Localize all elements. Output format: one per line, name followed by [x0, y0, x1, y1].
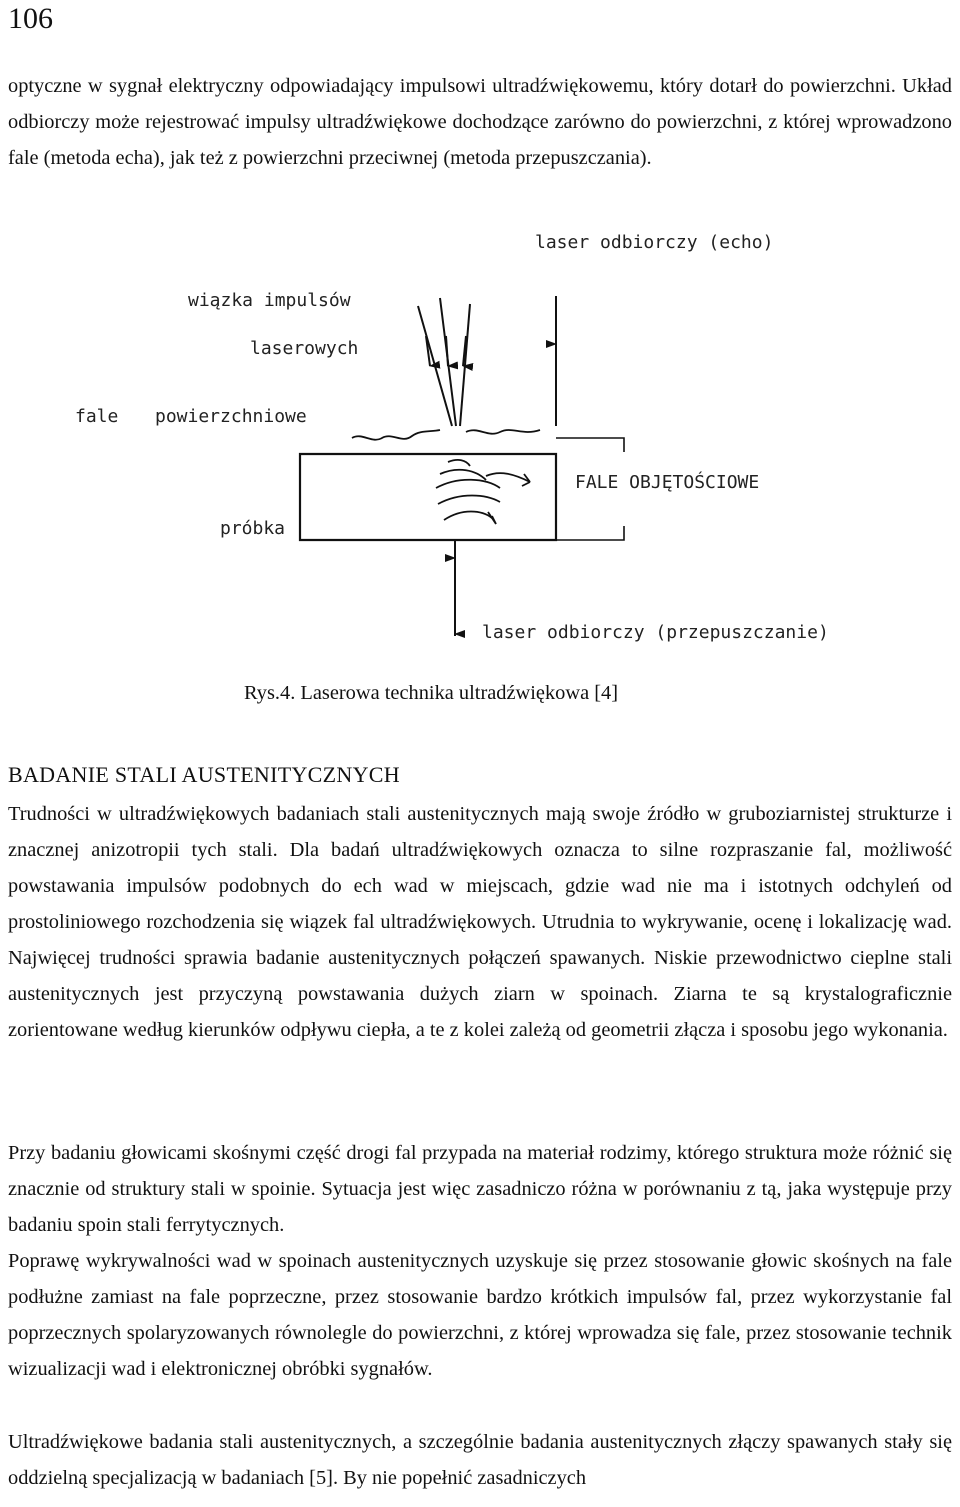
bracket-top [556, 438, 624, 452]
page-number: 106 [8, 2, 53, 35]
section-title: BADANIE STALI AUSTENITYCZNYCH [8, 762, 400, 787]
label-beam-line1: wiązka impulsów [188, 290, 351, 311]
label-transmission-receiver: laser odbiorczy (przepuszczanie) [482, 622, 829, 643]
bracket-bottom [556, 526, 624, 540]
body-paragraph-1: Trudności w ultradźwiękowych badaniach stali austenitycznych mają swoje źródło w gruboziarnistej strukturze i znacznej anizotropii tych stali. Dla badań ultradźwiękowych oznacza to silne rozpraszanie fal, możliwość powstawania impulsów podobnych do ech wad w miejscach, gdzie wad nie ma i istotnych odchyleń od prostoliniowego rozchodzenia się wiązek fal ultradźwiękowych. Utrudnia to wykrywanie, ocenę i lokalizację wad. Najwięcej trudności sprawia badanie austenitycznych połączeń spawanych. Niskie przewodnictwo cieplne stali austenitycznych jest przyczyną powstawania dużych ziarn w spoinach. Ziarna te są krystalograficznie zorientowane według kierunków odpływu ciepła, a te z kolei zależą od geometrii złącza i sposobu jego wykonania. [8, 803, 952, 1041]
laser-beam-3 [460, 304, 470, 426]
body-paragraph-4: Ultradźwiękowe badania stali austenitycznych, a szczególnie badania austenitycznych złączy spawanych stały się oddzielną specjalizacją w badaniach [5]. By nie popełnić zasadniczych [8, 1431, 952, 1489]
label-echo-receiver: laser odbiorczy (echo) [535, 232, 774, 253]
figure-laser-ultrasonic [0, 226, 960, 696]
label-surface-waves-1: fale [75, 406, 119, 427]
label-surface-waves-2: powierzchniowe [155, 406, 307, 427]
intro-paragraph: optyczne w sygnał elektryczny odpowiadający impulsowi ultradźwiękowemu, który dotarł do powierzchni. Układ odbiorczy może rejestrować impulsy ultradźwiękowe dochodzące zarówno do powierzchni, z której wprowadzono fale (metoda echa), jak też z powierzchni przeciwnej (metoda przepuszczania). [8, 75, 952, 169]
body-paragraph-3: Poprawę wykrywalności wad w spoinach austenitycznych uzyskuje się przez stosowanie głowic skośnych na fale podłużne zamiast na fale poprzeczne, przez stosowanie bardzo krótkich impulsów fal, przez wykorzystanie fal poprzecznych spolaryzowanych równolegle do powierzchni, z której wprowadza się fale, przez stosowanie technik wizualizacji wad i elektronicznej obróbki sygnałów. [8, 1250, 952, 1380]
surface-waves [352, 430, 540, 440]
figure-caption: Rys.4. Laserowa technika ultradźwiękowa [4] [244, 682, 619, 704]
bulk-wavefronts [436, 460, 530, 524]
sample-block [300, 454, 556, 540]
label-sample: próbka [220, 518, 286, 539]
label-beam-line2: laserowych [250, 338, 359, 359]
body-paragraph-2: Przy badaniu głowicami skośnymi część drogi fal przypada na materiał rodzimy, którego struktura może różnić się znacznie od struktury stali w spoinie. Sytuacja jest więc zasadniczo różna w porównaniu z tą, jaka występuje przy badaniu spoin stali ferrytycznych. [8, 1142, 952, 1236]
label-volume-waves: FALE OBJĘTOŚCIOWE [575, 472, 760, 493]
laser-beam-1 [418, 306, 452, 426]
